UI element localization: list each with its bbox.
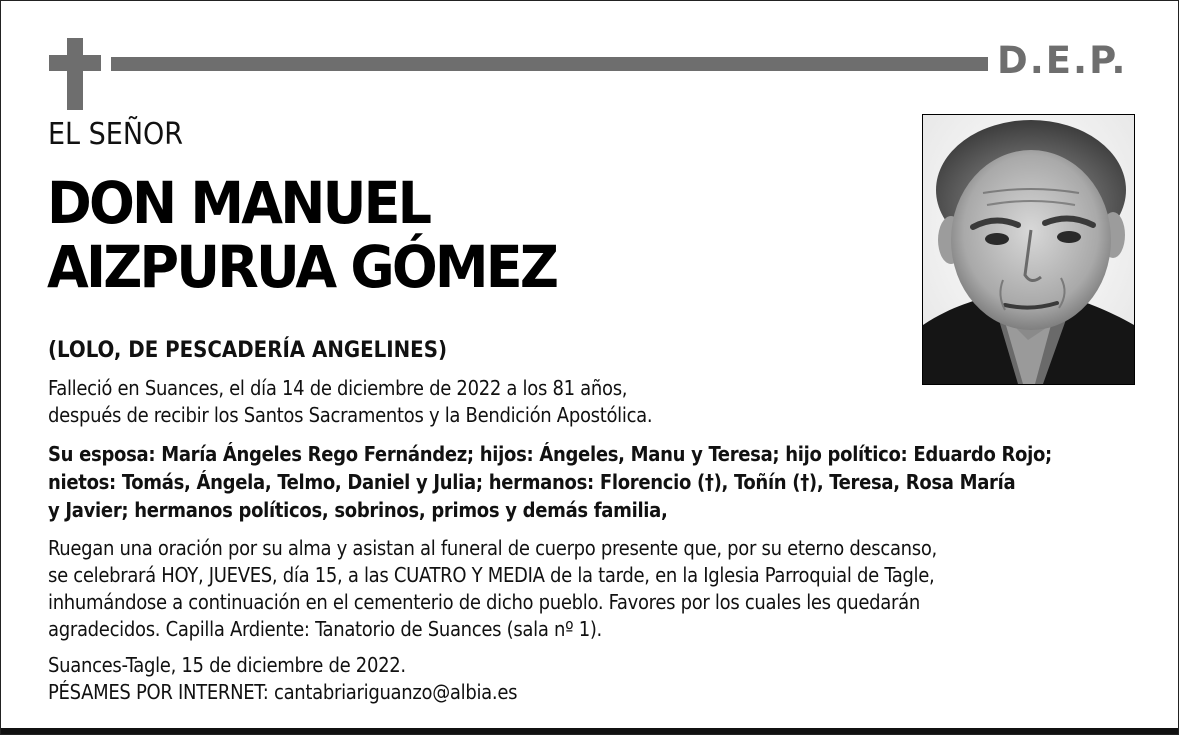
funeral-line: se celebrará HOY, JUEVES, día 15, a las CUATRO Y MEDIA de la tarde, en la Iglesia Parroquial de Tagle, — [48, 563, 935, 587]
cross-icon — [49, 38, 101, 110]
family-line: nietos: Tomás, Ángela, Telmo, Daniel y Julia; hermanos: Florencio (†), Toñín (†), Teresa, Rosa María — [48, 470, 1016, 494]
family-line: y Javier; hermanos políticos, sobrinos, primos y demás familia, — [48, 498, 668, 522]
deceased-name — [47, 171, 556, 299]
nickname: (LOLO, DE PESCADERÍA ANGELINES) — [48, 338, 448, 363]
condolences-contact: PÉSAMES POR INTERNET: cantabriariguanzo@albia.es — [48, 680, 518, 704]
portrait-photo — [922, 114, 1135, 385]
funeral-line: inhumándose a continuación en el cementerio de dicho pueblo. Favores por los cuales les quedarán — [48, 590, 920, 614]
funeral-details — [48, 535, 937, 643]
death-info — [48, 375, 652, 429]
name-line-1: DON MANUEL — [47, 169, 430, 237]
footer — [48, 652, 517, 706]
family-list — [48, 440, 1052, 524]
death-info-line: Falleció en Suances, el día 14 de diciembre de 2022 a los 81 años, — [48, 376, 628, 400]
title-prefix: EL SEÑOR — [48, 117, 184, 152]
bottom-rule — [1, 728, 1178, 734]
place-date: Suances-Tagle, 15 de diciembre de 2022. — [48, 653, 406, 677]
dep-label: D.E.P. — [997, 39, 1128, 82]
funeral-line: agradecidos. Capilla Ardiente: Tanatorio de Suances (sala nº 1). — [48, 617, 602, 641]
funeral-line: Ruegan una oración por su alma y asistan al funeral de cuerpo presente que, por su eterno descanso, — [48, 536, 937, 560]
header-rule — [111, 57, 988, 71]
name-line-2: AIZPURUA GÓMEZ — [47, 233, 557, 301]
family-line: Su esposa: María Ángeles Rego Fernández; hijos: Ángeles, Manu y Teresa; hijo político: Eduardo Rojo; — [48, 442, 1052, 466]
death-info-line: después de recibir los Santos Sacramentos y la Bendición Apostólica. — [48, 403, 653, 427]
